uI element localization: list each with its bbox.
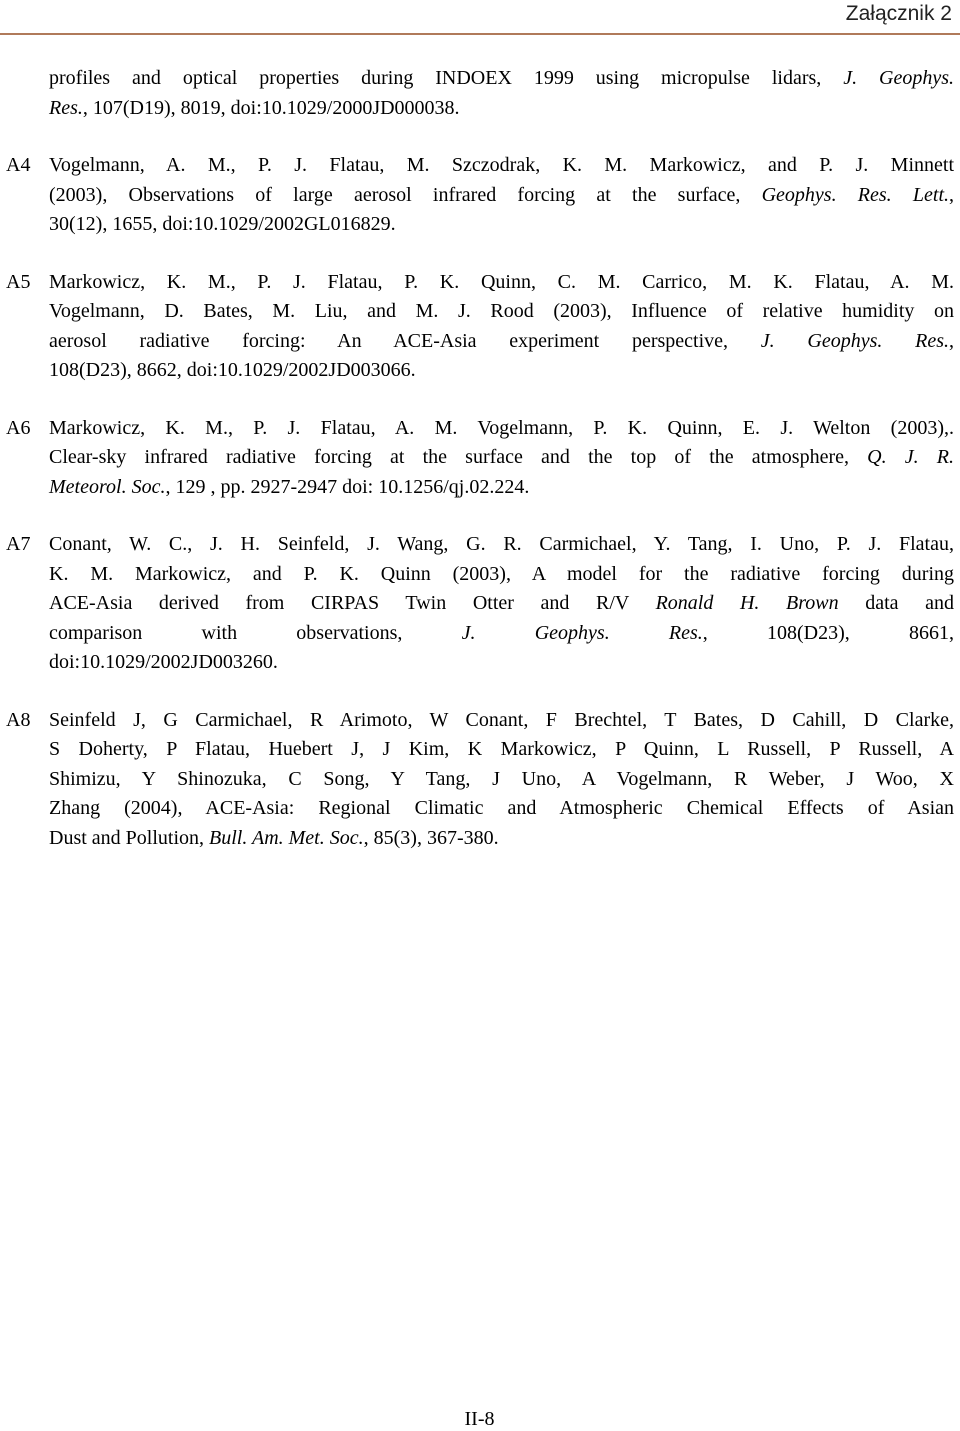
reference-entry bbox=[0, 706, 960, 854]
reference-line: Dust and Pollution, Bull. Am. Met. Soc., 85(3), 367-380. bbox=[49, 826, 499, 849]
reference-line: Vogelmann, D. Bates, M. Liu, and M. J. Rood (2003), Influence of relative humidity on bbox=[49, 300, 954, 322]
reference-number: A8 bbox=[6, 708, 31, 731]
reference-line: comparison with observations, J. Geophys. Res., 108(D23), 8661, bbox=[49, 621, 954, 644]
reference-line: 108(D23), 8662, doi:10.1029/2002JD003066. bbox=[49, 359, 416, 381]
reference-line: Res., 107(D19), 8019, doi:10.1029/2000JD000038. bbox=[49, 96, 460, 119]
reference-line: Meteorol. Soc., 129 , pp. 2927-2947 doi: 10.1256/qj.02.224. bbox=[49, 475, 530, 498]
reference-line: profiles and optical properties during INDOEX 1999 using micropulse lidars, J. Geophys. bbox=[49, 67, 955, 89]
page-header bbox=[0, 0, 960, 35]
reference-line: (2003), Observations of large aerosol infrared forcing at the surface, Geophys. Res. Lett., bbox=[49, 183, 954, 206]
reference-list bbox=[0, 64, 960, 881]
header-title: Załącznik 2 bbox=[845, 2, 952, 25]
reference-line: doi:10.1029/2002JD003260. bbox=[49, 651, 278, 673]
reference-line: Clear-sky infrared radiative forcing at the surface and the top of the atmosphere, Q. J. R. bbox=[49, 446, 954, 468]
reference-line: Markowicz, K. M., P. J. Flatau, A. M. Vogelmann, P. K. Quinn, E. J. Welton (2003),. bbox=[49, 416, 954, 439]
reference-line: S Doherty, P Flatau, Huebert J, J Kim, K Markowicz, P Quinn, L Russell, P Russell, A bbox=[49, 738, 954, 760]
reference-line: Markowicz, K. M., P. J. Flatau, P. K. Quinn, C. M. Carrico, M. K. Flatau, A. M. bbox=[49, 270, 954, 293]
reference-number: A6 bbox=[6, 416, 31, 439]
reference-entry bbox=[0, 151, 960, 240]
reference-line: Zhang (2004), ACE-Asia: Regional Climatic and Atmospheric Chemical Effects of Asian bbox=[49, 797, 954, 819]
reference-entry bbox=[0, 64, 960, 123]
reference-line: Vogelmann, A. M., P. J. Flatau, M. Szczodrak, K. M. Markowicz, and P. J. Minnett bbox=[49, 154, 954, 176]
reference-entry bbox=[0, 414, 960, 503]
reference-line: Shimizu, Y Shinozuka, C Song, Y Tang, J Uno, A Vogelmann, R Weber, J Woo, X bbox=[49, 767, 954, 790]
page-number: II-8 bbox=[464, 1408, 495, 1430]
reference-number: A4 bbox=[6, 154, 31, 176]
reference-number: A7 bbox=[6, 533, 31, 555]
reference-line: aerosol radiative forcing: An ACE-Asia experiment perspective, J. Geophys. Res., bbox=[49, 329, 955, 352]
reference-line: K. M. Markowicz, and P. K. Quinn (2003), A model for the radiative forcing during bbox=[49, 562, 954, 585]
reference-line: 30(12), 1655, doi:10.1029/2002GL016829. bbox=[49, 213, 396, 235]
reference-entry bbox=[0, 268, 960, 386]
reference-line: ACE-Asia derived from CIRPAS Twin Otter and R/V Ronald H. Brown data and bbox=[49, 592, 954, 614]
page-footer bbox=[0, 1408, 960, 1431]
reference-number: A5 bbox=[6, 270, 31, 293]
reference-entry bbox=[0, 530, 960, 678]
reference-line: Conant, W. C., J. H. Seinfeld, J. Wang, G. R. Carmichael, Y. Tang, I. Uno, P. J. Flatau, bbox=[49, 533, 954, 555]
reference-line: Seinfeld J, G Carmichael, R Arimoto, W Conant, F Brechtel, T Bates, D Cahill, D Clarke, bbox=[49, 708, 954, 731]
